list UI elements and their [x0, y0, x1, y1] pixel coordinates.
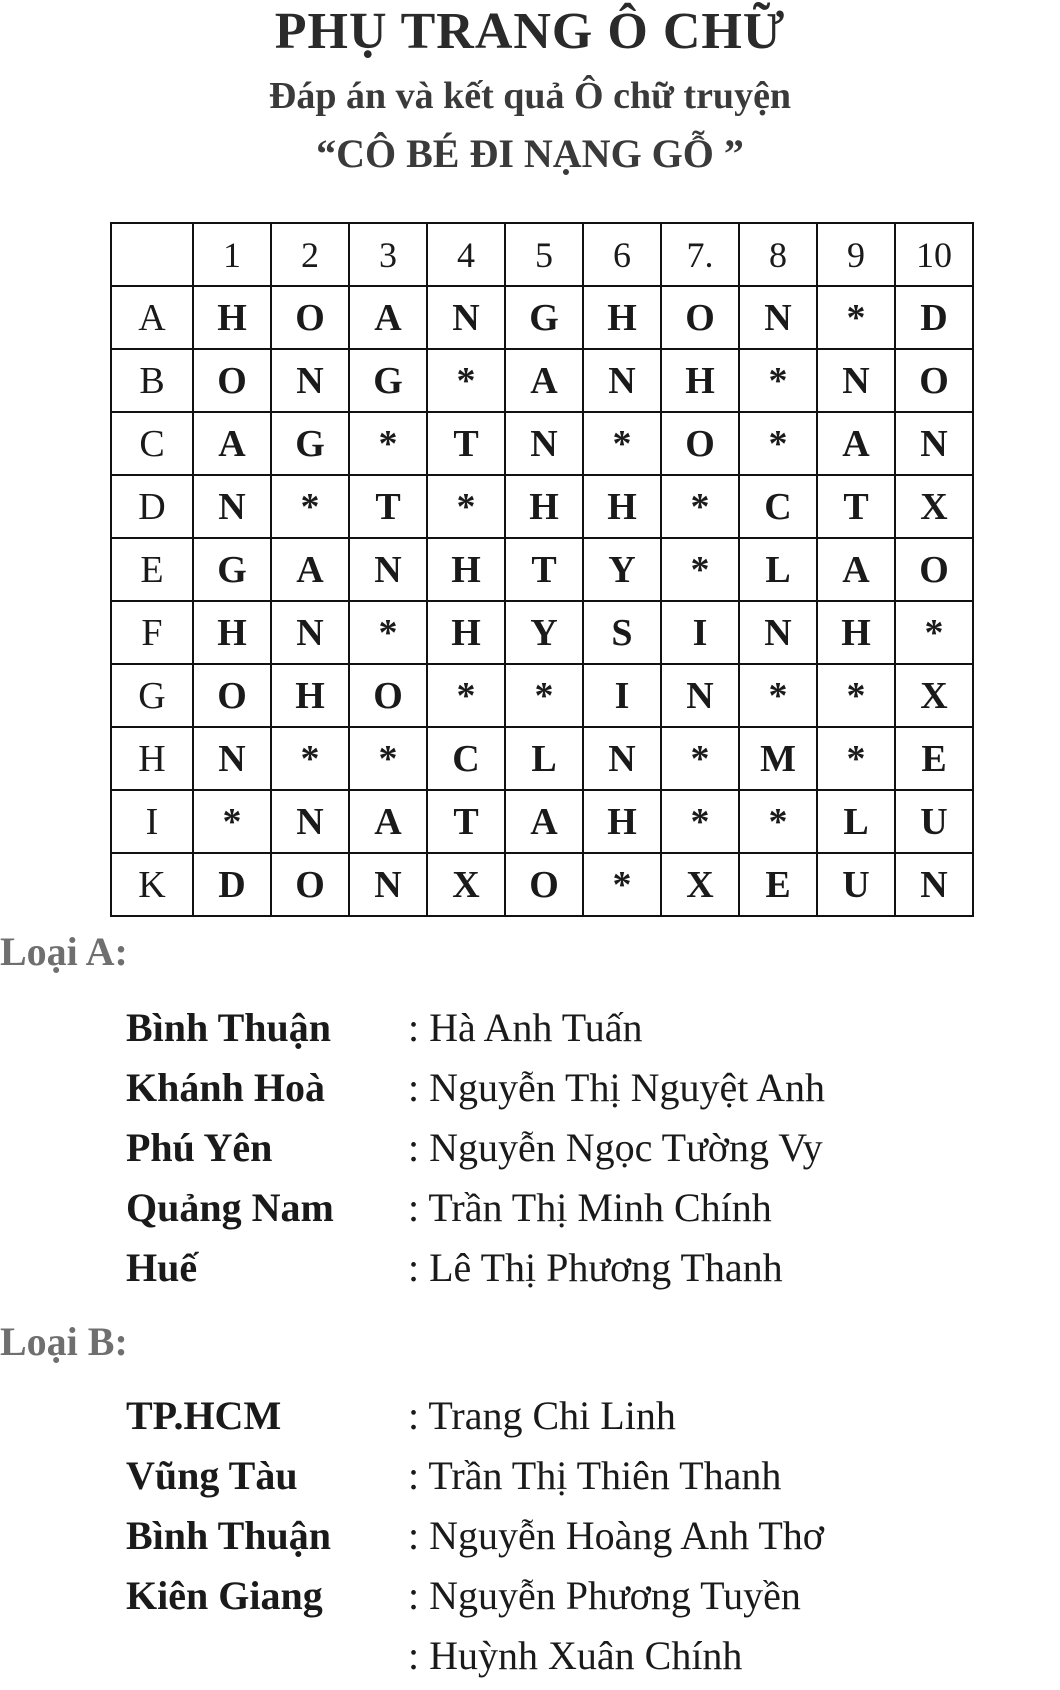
grid-cell: H — [583, 790, 661, 853]
winner-entry — [0, 1064, 1060, 1122]
winner-province: Vũng Tàu — [126, 1453, 298, 1498]
grid-row — [111, 853, 973, 916]
grid-cell: * — [739, 664, 817, 727]
winner-province: TP.HCM — [126, 1393, 282, 1438]
grid-row-label: G — [111, 664, 193, 727]
grid-cell: * — [427, 475, 505, 538]
winner-entry — [0, 1184, 1060, 1242]
grid-cell: I — [583, 664, 661, 727]
grid-cell: H — [193, 601, 271, 664]
grid-header-row — [111, 223, 973, 286]
grid-cell: L — [739, 538, 817, 601]
grid-cell: L — [817, 790, 895, 853]
grid-cell: * — [583, 412, 661, 475]
grid-cell: * — [661, 790, 739, 853]
grid-cell: O — [349, 664, 427, 727]
grid-row-label: F — [111, 601, 193, 664]
grid-cell: N — [583, 349, 661, 412]
grid-column-label: 6 — [583, 223, 661, 286]
grid-row — [111, 349, 973, 412]
grid-cell: Y — [583, 538, 661, 601]
grid-cell: E — [895, 727, 973, 790]
winner-name: : Hà Anh Tuấn — [408, 1005, 643, 1050]
grid-cell: * — [427, 349, 505, 412]
grid-cell: * — [271, 727, 349, 790]
grid-cell: * — [427, 664, 505, 727]
grid-cell: H — [271, 664, 349, 727]
grid-cell: * — [661, 538, 739, 601]
grid-cell: C — [427, 727, 505, 790]
grid-row-label: A — [111, 286, 193, 349]
grid-row-label: E — [111, 538, 193, 601]
grid-cell: N — [583, 727, 661, 790]
grid-cell: N — [895, 412, 973, 475]
grid-row — [111, 601, 973, 664]
grid-cell: D — [895, 286, 973, 349]
winner-name: : Nguyễn Thị Nguyệt Anh — [408, 1065, 826, 1110]
grid-cell: T — [349, 475, 427, 538]
winner-name: : Trần Thị Minh Chính — [408, 1185, 772, 1230]
grid-cell: O — [661, 286, 739, 349]
grid-cell: N — [817, 349, 895, 412]
grid-cell: X — [661, 853, 739, 916]
winner-province: Kiên Giang — [126, 1573, 323, 1618]
grid-cell: H — [427, 538, 505, 601]
grid-row — [111, 538, 973, 601]
grid-cell: A — [817, 412, 895, 475]
category-b-label: Loại B: — [0, 1319, 128, 1364]
winner-province: Khánh Hoà — [126, 1065, 325, 1110]
page-title: PHỤ TRANG Ô CHỮ — [274, 3, 786, 60]
grid-column-label: 10 — [895, 223, 973, 286]
grid-cell: C — [739, 475, 817, 538]
winner-entry — [0, 1004, 1060, 1062]
winner-name: : Trang Chi Linh — [408, 1393, 676, 1438]
grid-cell: N — [739, 286, 817, 349]
winner-name: : Nguyễn Phương Tuyền — [408, 1573, 801, 1618]
winner-entry — [0, 1452, 1060, 1510]
grid-cell: A — [349, 790, 427, 853]
grid-cell: * — [349, 601, 427, 664]
grid-cell: N — [505, 412, 583, 475]
grid-cell: E — [739, 853, 817, 916]
grid-cell: * — [661, 475, 739, 538]
grid-cell: O — [271, 286, 349, 349]
grid-cell: H — [193, 286, 271, 349]
grid-cell: * — [739, 349, 817, 412]
grid-cell: T — [505, 538, 583, 601]
grid-cell: Y — [505, 601, 583, 664]
grid-column-label: 7. — [661, 223, 739, 286]
winner-entry — [0, 1244, 1060, 1302]
grid-cell: T — [427, 790, 505, 853]
grid-cell: G — [349, 349, 427, 412]
grid-cell: X — [895, 664, 973, 727]
winner-name: : Lê Thị Phương Thanh — [408, 1245, 783, 1290]
winner-province: Bình Thuận — [126, 1513, 331, 1558]
grid-cell: * — [739, 412, 817, 475]
grid-column-label: 5 — [505, 223, 583, 286]
grid-cell: A — [817, 538, 895, 601]
category-a-label: Loại A: — [0, 929, 128, 974]
story-title: “CÔ BÉ ĐI NẠNG GỖ ” — [316, 131, 744, 176]
grid-cell: O — [895, 538, 973, 601]
grid-row — [111, 727, 973, 790]
grid-cell: N — [193, 727, 271, 790]
winner-name: : Trần Thị Thiên Thanh — [408, 1453, 782, 1498]
grid-cell: * — [583, 853, 661, 916]
winner-entry — [0, 1512, 1060, 1570]
grid-row-label: K — [111, 853, 193, 916]
grid-cell: L — [505, 727, 583, 790]
grid-cell: H — [505, 475, 583, 538]
grid-cell: * — [817, 727, 895, 790]
grid-cell: D — [193, 853, 271, 916]
grid-cell: H — [817, 601, 895, 664]
grid-row — [111, 664, 973, 727]
grid-cell: O — [895, 349, 973, 412]
grid-column-label: 3 — [349, 223, 427, 286]
grid-cell: O — [193, 349, 271, 412]
grid-cell: * — [505, 664, 583, 727]
grid-column-label: 9 — [817, 223, 895, 286]
winner-province: Quảng Nam — [126, 1185, 334, 1230]
winner-name: : Nguyễn Hoàng Anh Thơ — [408, 1513, 824, 1558]
winner-province: Huế — [126, 1245, 198, 1290]
grid-cell: O — [193, 664, 271, 727]
grid-cell: N — [271, 349, 349, 412]
grid-cell: N — [895, 853, 973, 916]
crossword-grid-body — [111, 223, 973, 916]
page-subtitle: Đáp án và kết quả Ô chữ truyện — [268, 75, 792, 117]
grid-cell: A — [193, 412, 271, 475]
grid-cell: I — [661, 601, 739, 664]
grid-cell: N — [193, 475, 271, 538]
grid-cell: * — [349, 412, 427, 475]
winner-name: : Nguyễn Ngọc Tường Vy — [408, 1125, 823, 1170]
grid-cell: G — [271, 412, 349, 475]
grid-cell: * — [739, 790, 817, 853]
grid-row — [111, 475, 973, 538]
grid-cell: N — [349, 538, 427, 601]
grid-cell: * — [193, 790, 271, 853]
grid-cell: O — [271, 853, 349, 916]
grid-cell: X — [427, 853, 505, 916]
grid-row-label: H — [111, 727, 193, 790]
grid-cell: U — [895, 790, 973, 853]
grid-cell: T — [427, 412, 505, 475]
grid-cell: X — [895, 475, 973, 538]
grid-cell: * — [661, 727, 739, 790]
winner-entry — [0, 1392, 1060, 1450]
grid-cell: * — [817, 664, 895, 727]
grid-cell: N — [427, 286, 505, 349]
grid-cell: H — [661, 349, 739, 412]
winner-entry — [0, 1124, 1060, 1182]
crossword-grid — [110, 222, 974, 917]
grid-cell: U — [817, 853, 895, 916]
winner-entry — [0, 1632, 1060, 1690]
grid-cell: N — [349, 853, 427, 916]
grid-row — [111, 286, 973, 349]
grid-column-label: 1 — [193, 223, 271, 286]
winner-name: : Huỳnh Xuân Chính — [408, 1633, 743, 1678]
grid-corner-cell — [111, 223, 193, 286]
grid-cell: G — [505, 286, 583, 349]
grid-row-label: B — [111, 349, 193, 412]
grid-cell: * — [817, 286, 895, 349]
winner-entry — [0, 1572, 1060, 1630]
grid-cell: A — [271, 538, 349, 601]
grid-cell: A — [505, 349, 583, 412]
grid-cell: H — [583, 475, 661, 538]
grid-cell: * — [895, 601, 973, 664]
grid-row-label: C — [111, 412, 193, 475]
grid-cell: * — [349, 727, 427, 790]
grid-column-label: 8 — [739, 223, 817, 286]
grid-cell: G — [193, 538, 271, 601]
grid-column-label: 2 — [271, 223, 349, 286]
grid-cell: N — [271, 601, 349, 664]
grid-cell: * — [271, 475, 349, 538]
grid-cell: N — [739, 601, 817, 664]
grid-row-label: D — [111, 475, 193, 538]
grid-cell: O — [505, 853, 583, 916]
grid-cell: A — [349, 286, 427, 349]
grid-cell: O — [661, 412, 739, 475]
grid-column-label: 4 — [427, 223, 505, 286]
grid-cell: T — [817, 475, 895, 538]
grid-cell: H — [583, 286, 661, 349]
grid-cell: N — [661, 664, 739, 727]
grid-row-label: I — [111, 790, 193, 853]
winner-province: Bình Thuận — [126, 1005, 331, 1050]
grid-cell: N — [271, 790, 349, 853]
grid-cell: A — [505, 790, 583, 853]
winner-province: Phú Yên — [126, 1125, 273, 1170]
grid-row — [111, 412, 973, 475]
grid-cell: S — [583, 601, 661, 664]
grid-cell: H — [427, 601, 505, 664]
grid-row — [111, 790, 973, 853]
grid-cell: M — [739, 727, 817, 790]
